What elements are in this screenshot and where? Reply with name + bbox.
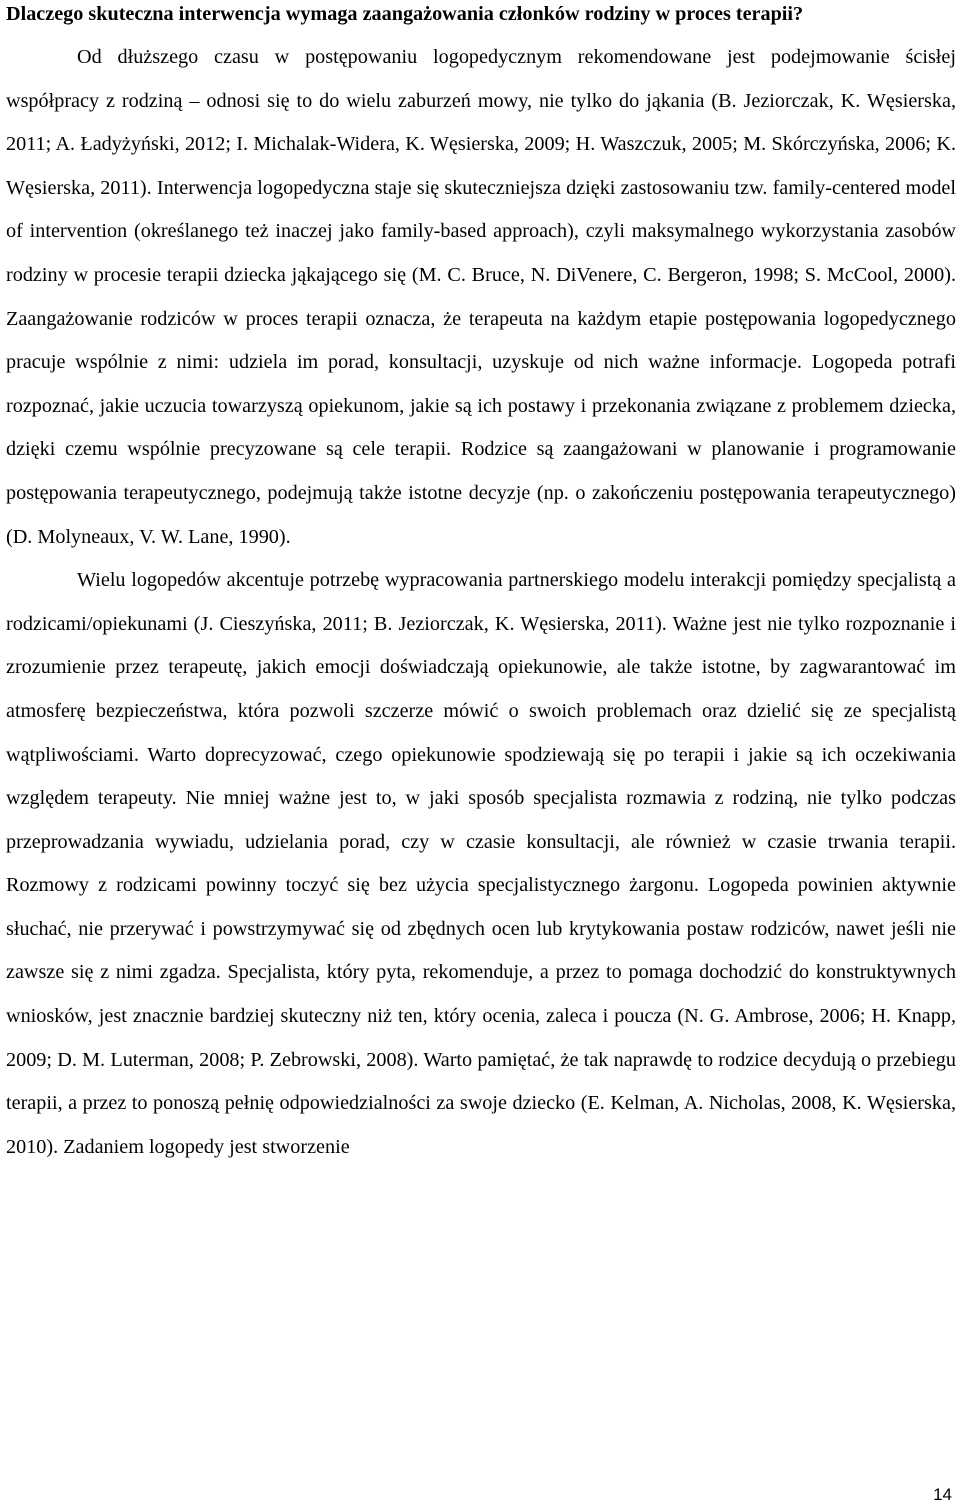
paragraph-2: Wielu logopedów akcentuje potrzebę wypracowania partnerskiego modelu interakcji pomiędzy specjalistą a rodzicami/opiekunami (J. Cieszyńska, 2011; B. Jeziorczak, K. Węsierska, 2011). Ważne jest nie tylko rozpoznanie i zrozumienie przez terapeutę, jakich emocji doświadczają opiekunowie, ale także istotne, by zagwarantować im atmosferę bezpieczeństwa, która pozwoli szczerze mówić o swoich problemach oraz dzielić się ze specjalistą wątpliwościami. Warto doprecyzować, czego opiekunowie spodziewają się po terapii i jakie są ich oczekiwania względem terapeuty. Nie mniej ważne jest to, w jaki sposób specjalista rozmawia z rodziną, nie tylko podczas przeprowadzania wywiadu, udzielania porad, czy w czasie konsultacji, ale również w czasie trwania terapii. Rozmowy z rodzicami powinny toczyć się bez użycia specjalistycznego żargonu. Logopeda powinien aktywnie słuchać, nie przerywać i powstrzymywać się od zbędnych ocen lub krytykowania postaw rodziców, nawet jeśli nie zawsze się z nimi zgadza. Specjalista, który pyta, rekomenduje, a przez to pomaga dochodzić do konstruktywnych wniosków, jest znacznie bardziej skuteczny niż ten, który ocenia, zaleca i poucza (N. G. Ambrose, 2006; H. Knapp, 2009; D. M. Luterman, 2008; P. Zebrowski, 2008). Warto pamiętać, że tak naprawdę to rodzice decydują o przebiegu terapii, a przez to ponoszą pełnię odpowiedzialności za swoje dziecko (E. Kelman, A. Nicholas, 2008, K. Węsierska, 2010). Zadaniem logopedy jest stworzenie — [6, 569, 956, 1158]
section-heading: Dlaczego skuteczna interwencja wymaga zaangażowania członków rodziny w proces terapii? — [6, 3, 804, 25]
page-number: 14 — [933, 1485, 952, 1504]
document-page — [6, 0, 956, 1169]
paragraph-1: Od dłuższego czasu w postępowaniu logopedycznym rekomendowane jest podejmowanie ścisłej współpracy z rodziną – odnosi się to do wielu zaburzeń mowy, nie tylko do jąkania (B. Jeziorczak, K. Węsierska, 2011; A. Ładyżyński, 2012; I. Michalak-Widera, K. Węsierska, 2009; H. Waszczuk, 2005; M. Skórczyńska, 2006; K. Węsierska, 2011). Interwencja logopedyczna staje się skuteczniejsza dzięki zastosowaniu tzw. family-centered model of intervention (określanego też inaczej jako family-based approach), czyli maksymalnego wykorzystania zasobów rodziny w procesie terapii dziecka jąkającego się (M. C. Bruce, N. DiVenere, C. Bergeron, 1998; S. McCool, 2000). Zaangażowanie rodziców w proces terapii oznacza, że terapeuta na każdym etapie postępowania logopedycznego pracuje wspólnie z nimi: udziela im porad, konsultacji, uzyskuje od nich ważne informacje. Logopeda potrafi rozpoznać, jakie uczucia towarzyszą opiekunom, jakie są ich postawy i przekonania związane z problemem dziecka, dzięki czemu wspólnie precyzowane są cele terapii. Rodzice są zaangażowani w planowanie i programowanie postępowania terapeutycznego, podejmują także istotne decyzje (np. o zakończeniu postępowania terapeutycznego) (D. Molyneaux, V. W. Lane, 1990). — [6, 46, 956, 548]
